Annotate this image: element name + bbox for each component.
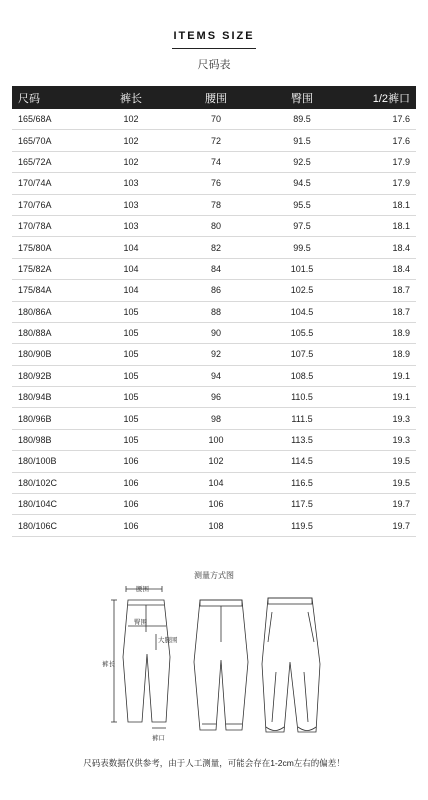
page-header: [0, 0, 428, 80]
table-cell: 104: [176, 472, 256, 493]
table-cell: 180/86A: [12, 301, 98, 322]
table-cell: 100: [176, 429, 256, 450]
table-cell: 19.5: [336, 472, 416, 493]
disclaimer-note: 尺码表数据仅供参考，由于人工测量，可能会存在1-2cm左右的偏差！: [83, 758, 345, 768]
table-cell: 18.7: [336, 301, 416, 322]
table-cell: 98: [176, 408, 256, 429]
table-cell: 19.1: [336, 387, 416, 408]
table-cell: 180/92B: [12, 365, 98, 386]
table-cell: 180/100B: [12, 451, 98, 472]
table-cell: 19.5: [336, 451, 416, 472]
table-cell: 90: [176, 322, 256, 343]
table-cell: 19.3: [336, 429, 416, 450]
table-cell: 106: [98, 515, 176, 536]
table-cell: 175/84A: [12, 280, 98, 301]
table-cell: 19.1: [336, 365, 416, 386]
table-cell: 180/96B: [12, 408, 98, 429]
table-cell: 110.5: [256, 387, 336, 408]
table-row: [12, 173, 416, 194]
table-cell: 104: [98, 258, 176, 279]
table-cell: 108.5: [256, 365, 336, 386]
table-cell: 105: [98, 387, 176, 408]
table-row: [12, 151, 416, 172]
table-cell: 84: [176, 258, 256, 279]
column-header-hip: 臀围: [256, 86, 336, 109]
table-row: [12, 429, 416, 450]
diagram-title: 测量方式图: [194, 571, 234, 580]
table-cell: 96: [176, 387, 256, 408]
table-cell: 89.5: [256, 109, 336, 130]
table-cell: 114.5: [256, 451, 336, 472]
size-table: [12, 86, 416, 537]
table-cell: 180/94B: [12, 387, 98, 408]
table-cell: 105.5: [256, 322, 336, 343]
table-cell: 170/78A: [12, 215, 98, 236]
table-cell: 102: [98, 130, 176, 151]
title-english: ITEMS SIZE: [173, 30, 255, 42]
table-cell: 97.5: [256, 215, 336, 236]
table-cell: 170/74A: [12, 173, 98, 194]
table-cell: 180/98B: [12, 429, 98, 450]
table-row: [12, 258, 416, 279]
measurement-diagram: [90, 582, 340, 750]
label-hem: 裤口: [152, 735, 165, 742]
table-cell: 19.3: [336, 408, 416, 429]
size-table-header-row: [12, 86, 416, 109]
table-cell: 180/106C: [12, 515, 98, 536]
table-cell: 108: [176, 515, 256, 536]
table-cell: 105: [98, 365, 176, 386]
table-cell: 180/104C: [12, 494, 98, 515]
table-cell: 18.4: [336, 258, 416, 279]
pants-back-icon: [262, 598, 320, 732]
table-cell: 102.5: [256, 280, 336, 301]
table-cell: 19.7: [336, 494, 416, 515]
table-cell: 94: [176, 365, 256, 386]
table-cell: 80: [176, 215, 256, 236]
table-cell: 102: [176, 451, 256, 472]
table-cell: 86: [176, 280, 256, 301]
table-cell: 104.5: [256, 301, 336, 322]
label-thigh: 大腿围: [158, 637, 178, 644]
table-cell: 91.5: [256, 130, 336, 151]
table-cell: 175/82A: [12, 258, 98, 279]
table-cell: 88: [176, 301, 256, 322]
table-cell: 17.9: [336, 173, 416, 194]
table-cell: 180/88A: [12, 322, 98, 343]
table-row: [12, 237, 416, 258]
table-cell: 103: [98, 215, 176, 236]
table-cell: 107.5: [256, 344, 336, 365]
table-cell: 18.1: [336, 194, 416, 215]
table-cell: 99.5: [256, 237, 336, 258]
table-cell: 119.5: [256, 515, 336, 536]
table-cell: 105: [98, 408, 176, 429]
table-cell: 82: [176, 237, 256, 258]
table-cell: 18.7: [336, 280, 416, 301]
table-cell: 92.5: [256, 151, 336, 172]
label-length: 裤长: [102, 661, 115, 668]
table-row: [12, 451, 416, 472]
table-cell: 105: [98, 429, 176, 450]
column-header-size: 尺码: [12, 86, 98, 109]
table-cell: 70: [176, 109, 256, 130]
table-cell: 105: [98, 301, 176, 322]
table-cell: 105: [98, 344, 176, 365]
table-row: [12, 387, 416, 408]
table-row: [12, 301, 416, 322]
table-row: [12, 280, 416, 301]
table-row: [12, 322, 416, 343]
table-cell: 175/80A: [12, 237, 98, 258]
title-chinese: 尺码表: [197, 59, 231, 71]
table-cell: 72: [176, 130, 256, 151]
table-cell: 74: [176, 151, 256, 172]
table-row: [12, 194, 416, 215]
column-header-hem: 1/2裤口: [336, 86, 416, 109]
table-row: [12, 472, 416, 493]
label-hip: 臀围: [134, 619, 147, 626]
table-cell: 170/76A: [12, 194, 98, 215]
table-cell: 102: [98, 151, 176, 172]
table-cell: 117.5: [256, 494, 336, 515]
table-cell: 18.4: [336, 237, 416, 258]
table-cell: 111.5: [256, 408, 336, 429]
table-cell: 103: [98, 194, 176, 215]
table-cell: 165/72A: [12, 151, 98, 172]
table-cell: 17.9: [336, 151, 416, 172]
table-cell: 106: [98, 472, 176, 493]
table-cell: 92: [176, 344, 256, 365]
size-table-body: [12, 109, 416, 536]
table-cell: 78: [176, 194, 256, 215]
table-row: [12, 109, 416, 130]
table-cell: 18.1: [336, 215, 416, 236]
table-cell: 95.5: [256, 194, 336, 215]
table-row: [12, 365, 416, 386]
table-cell: 19.7: [336, 515, 416, 536]
title-divider: [172, 48, 256, 49]
table-cell: 102: [98, 109, 176, 130]
table-cell: 101.5: [256, 258, 336, 279]
table-cell: 103: [98, 173, 176, 194]
table-cell: 106: [98, 494, 176, 515]
column-header-length: 裤长: [98, 86, 176, 109]
table-cell: 116.5: [256, 472, 336, 493]
table-cell: 180/90B: [12, 344, 98, 365]
table-cell: 18.9: [336, 322, 416, 343]
table-cell: 76: [176, 173, 256, 194]
table-cell: 17.6: [336, 130, 416, 151]
table-cell: 106: [176, 494, 256, 515]
table-row: [12, 215, 416, 236]
table-cell: 165/68A: [12, 109, 98, 130]
table-cell: 106: [98, 451, 176, 472]
label-waist: 腰围: [136, 586, 149, 593]
table-cell: 165/70A: [12, 130, 98, 151]
table-cell: 17.6: [336, 109, 416, 130]
table-cell: 18.9: [336, 344, 416, 365]
table-row: [12, 130, 416, 151]
table-cell: 113.5: [256, 429, 336, 450]
table-cell: 180/102C: [12, 472, 98, 493]
pants-front-icon: [194, 600, 248, 730]
table-row: [12, 408, 416, 429]
table-row: [12, 344, 416, 365]
table-row: [12, 515, 416, 536]
table-row: [12, 494, 416, 515]
table-cell: 94.5: [256, 173, 336, 194]
table-cell: 104: [98, 280, 176, 301]
table-cell: 105: [98, 322, 176, 343]
column-header-waist: 腰围: [176, 86, 256, 109]
table-cell: 104: [98, 237, 176, 258]
